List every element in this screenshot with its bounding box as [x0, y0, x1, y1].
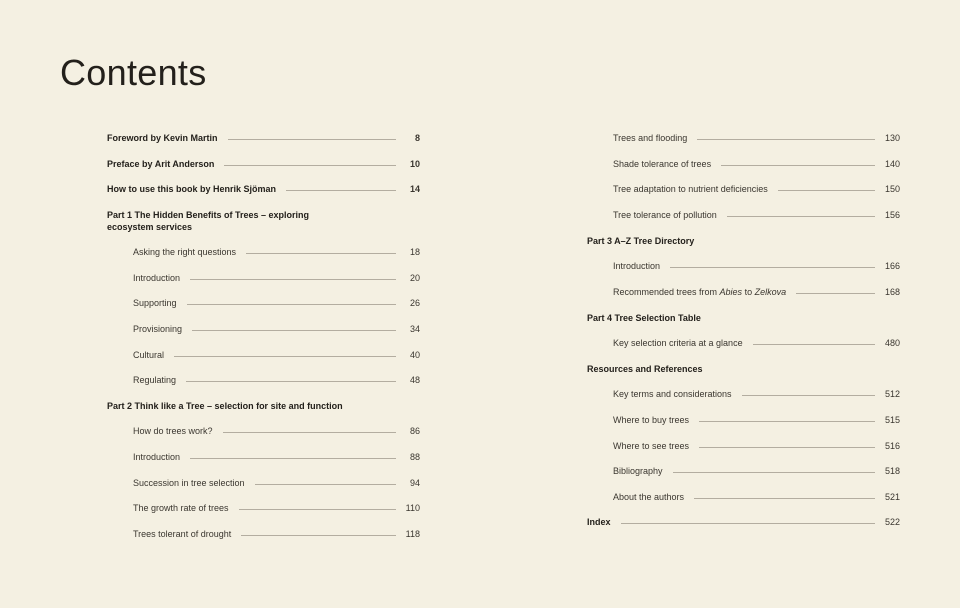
dot-leader: [670, 261, 875, 268]
toc-entry[interactable]: [133, 529, 420, 541]
toc-entry-label: Tree adaptation to nutrient deficiencies: [613, 184, 768, 194]
toc-entry-page: 512: [884, 389, 900, 399]
toc-entry[interactable]: [613, 389, 900, 401]
toc-entry-page: 88: [409, 452, 420, 462]
toc-entry-label: Trees tolerant of drought: [133, 529, 232, 539]
toc-entry[interactable]: [133, 298, 420, 310]
toc-entry-label: Supporting: [133, 298, 177, 308]
toc-entry-label: Key selection criteria at a glance: [613, 338, 743, 348]
toc-entry-label: Introduction: [133, 452, 181, 462]
dot-leader: [694, 492, 875, 499]
toc-entry-page: 10: [409, 159, 420, 169]
toc-entry-label: Index: [587, 517, 611, 527]
dot-leader: [239, 503, 396, 510]
toc-entry-page: 18: [409, 247, 420, 257]
toc-entry[interactable]: [133, 426, 420, 438]
toc-entry-label: Resources and References: [587, 364, 703, 374]
toc-entry[interactable]: [613, 159, 900, 171]
toc-entry[interactable]: [133, 452, 420, 464]
toc-entry-page: 118: [405, 529, 420, 539]
dot-leader: [721, 159, 875, 166]
dot-leader: [255, 478, 396, 485]
page-title: Contents: [60, 52, 207, 93]
toc-entry-label: Recommended trees from Abies to Zelkova: [613, 287, 787, 297]
toc-entry-page: 140: [884, 159, 900, 169]
dot-leader: [753, 338, 875, 345]
toc-entry-label: Succession in tree selection: [133, 478, 245, 488]
toc-entry[interactable]: [133, 324, 420, 336]
toc-section-heading[interactable]: [107, 210, 420, 233]
toc-entry[interactable]: [613, 184, 900, 196]
toc-entry[interactable]: [613, 441, 900, 453]
toc-entry[interactable]: [107, 133, 420, 145]
toc-entry-page: 86: [409, 426, 420, 436]
toc-entry[interactable]: [613, 338, 900, 350]
toc-section-heading[interactable]: [587, 236, 900, 248]
toc-entry-label: Part 4 Tree Selection Table: [587, 313, 701, 323]
toc-entry[interactable]: [133, 247, 420, 259]
toc-entry[interactable]: [613, 415, 900, 427]
dot-leader: [727, 210, 875, 217]
dot-leader: [697, 133, 875, 140]
toc-entry-page: 518: [884, 466, 900, 476]
toc-entry[interactable]: [107, 159, 420, 171]
toc-entry-label: Bibliography: [613, 466, 663, 476]
toc-entry-label: Introduction: [133, 273, 181, 283]
toc-entry-page: 522: [884, 517, 900, 527]
toc-entry-label: How do trees work?: [133, 426, 213, 436]
toc-entry-label: Part 1 The Hidden Benefits of Trees – exploring ecosystem services: [107, 210, 310, 232]
toc-entry-page: 156: [884, 210, 900, 220]
toc-entry-label: How to use this book by Henrik Sjöman: [107, 184, 277, 194]
toc-entry-label: Cultural: [133, 350, 165, 360]
dot-leader: [699, 415, 875, 422]
toc-entry[interactable]: [133, 375, 420, 387]
toc-entry-label: Preface by Arit Anderson: [107, 159, 215, 169]
toc-entry-page: 40: [409, 350, 420, 360]
toc-entry-page: 130: [884, 133, 900, 143]
toc-section-heading[interactable]: [587, 364, 900, 376]
dot-leader: [241, 529, 395, 536]
toc-entry-label: Where to buy trees: [613, 415, 690, 425]
toc-entry-label: Where to see trees: [613, 441, 690, 451]
toc-section-heading[interactable]: [587, 313, 900, 325]
toc-entry-label: Tree tolerance of pollution: [613, 210, 717, 220]
toc-entry[interactable]: [613, 133, 900, 145]
dot-leader: [796, 287, 875, 294]
toc-entry-page: 14: [409, 184, 420, 194]
toc-entry-label: Part 2 Think like a Tree – selection for site and function: [107, 401, 343, 411]
toc-entry-page: 166: [884, 261, 900, 271]
toc-entry-label: Key terms and considerations: [613, 389, 732, 399]
toc-entry-page: 168: [884, 287, 900, 297]
toc-entry-page: 34: [409, 324, 420, 334]
toc-entry-label: About the authors: [613, 492, 685, 502]
toc-entry-label: Foreword by Kevin Martin: [107, 133, 218, 143]
dot-leader: [246, 247, 396, 254]
toc-entry-page: 20: [409, 273, 420, 283]
toc-section-heading[interactable]: [107, 401, 420, 413]
toc-entry[interactable]: [107, 184, 420, 196]
toc-entry[interactable]: [613, 210, 900, 222]
toc-entry-page: 480: [884, 338, 900, 348]
dot-leader: [778, 184, 875, 191]
toc-entry[interactable]: [587, 517, 900, 529]
toc-entry-page: 94: [409, 478, 420, 488]
dot-leader: [228, 133, 396, 140]
toc-entry[interactable]: [613, 261, 900, 273]
toc-entry-label: Trees and flooding: [613, 133, 688, 143]
toc-entry-label: The growth rate of trees: [133, 503, 229, 513]
toc-entry-page: 8: [414, 133, 420, 143]
dot-leader: [190, 452, 396, 459]
toc-entry-page: 48: [409, 375, 420, 385]
toc-entry[interactable]: [613, 287, 900, 299]
toc-entry-page: 26: [409, 298, 420, 308]
dot-leader: [224, 159, 396, 166]
dot-leader: [192, 324, 396, 331]
dot-leader: [699, 441, 875, 448]
dot-leader: [187, 298, 396, 305]
dot-leader: [190, 273, 396, 280]
toc-entry-page: 515: [884, 415, 900, 425]
toc-entry-label: Part 3 A–Z Tree Directory: [587, 236, 695, 246]
toc-entry-page: 516: [884, 441, 900, 451]
toc-entry[interactable]: [133, 273, 420, 285]
toc-entry-label: Provisioning: [133, 324, 183, 334]
dot-leader: [223, 426, 396, 433]
dot-leader: [174, 350, 396, 357]
toc-entry-label: Asking the right questions: [133, 247, 237, 257]
toc-entry[interactable]: [133, 350, 420, 362]
toc-entry-label: Introduction: [613, 261, 661, 271]
toc-entry[interactable]: [133, 503, 420, 515]
dot-leader: [621, 517, 875, 524]
dot-leader: [186, 375, 396, 382]
toc-entry-page: 150: [884, 184, 900, 194]
toc-entry-label: Shade tolerance of trees: [613, 159, 712, 169]
toc-entry-page: 521: [884, 492, 900, 502]
toc-entry[interactable]: [613, 466, 900, 478]
toc-entry-label: Regulating: [133, 375, 177, 385]
toc-entry-page: 110: [405, 503, 420, 513]
dot-leader: [673, 466, 875, 473]
toc-entry[interactable]: [133, 478, 420, 490]
toc-entry[interactable]: [613, 492, 900, 504]
dot-leader: [286, 184, 396, 191]
dot-leader: [742, 389, 875, 396]
